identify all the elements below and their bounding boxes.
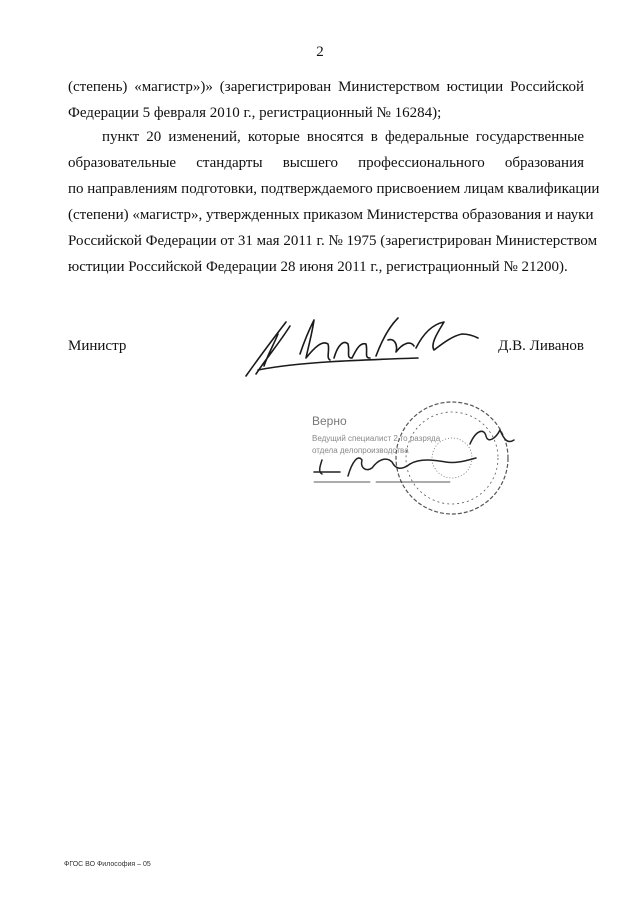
signature-row bbox=[68, 330, 584, 390]
paragraph-1 bbox=[68, 74, 584, 126]
handwritten-signature bbox=[238, 314, 498, 384]
paragraph-2-line: образовательные стандарты высшего профессионального образования bbox=[68, 155, 584, 171]
paragraph-2-line: юстиции Российской Федерации 28 июня 2011 г., регистрационный № 21200). bbox=[68, 259, 568, 275]
paragraph-2-line: Российской Федерации от 31 мая 2011 г. № 1975 (зарегистрирован Министерством bbox=[68, 233, 598, 249]
footer-note: ФГОС ВО Философия – 05 bbox=[64, 861, 151, 868]
page-number: 2 bbox=[316, 44, 324, 60]
paragraph-1-line: Федерации 5 февраля 2010 г., регистрационный № 16284); bbox=[68, 105, 442, 121]
paragraph-2-line: (степени) «магистр», утвержденных приказом Министерства образования и науки bbox=[68, 207, 594, 223]
paragraph-1-line: (степень) «магистр»)» (зарегистрирован Министерством юстиции Российской bbox=[68, 79, 584, 95]
stamp-verno-label: Верно bbox=[312, 414, 347, 428]
minister-name: Д.В. Ливанов bbox=[498, 338, 584, 354]
paragraph-2 bbox=[68, 124, 600, 280]
minister-title: Министр bbox=[68, 338, 127, 354]
paragraph-2-line: по направлениям подготовки, подтверждаемого присвоением лицам квалификации bbox=[68, 181, 600, 197]
certification-stamp bbox=[300, 400, 530, 530]
round-seal bbox=[300, 400, 530, 530]
paragraph-2-line: пункт 20 изменений, которые вносятся в федеральные государственные bbox=[102, 129, 584, 145]
stamp-department-line: отдела делопроизводства bbox=[312, 446, 409, 455]
stamp-position-line: Ведущий специалист 2-го разряда bbox=[312, 434, 441, 443]
